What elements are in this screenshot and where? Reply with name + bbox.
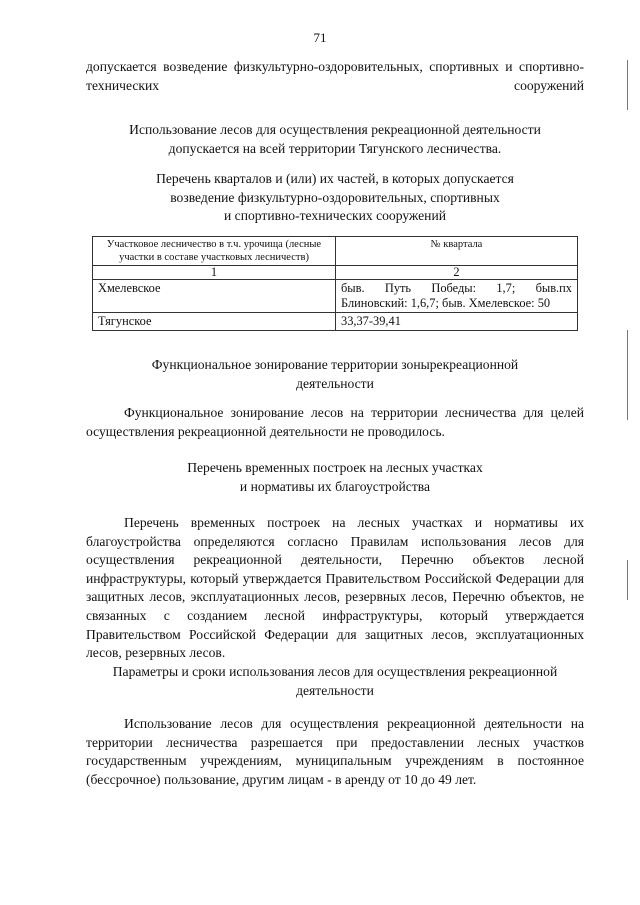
- recreation-use-statement: [86, 121, 584, 158]
- temp-buildings-heading-line-2: и нормативы их благоустройства: [239, 478, 431, 494]
- header-forestry: Участковое лесничество в т.ч. урочища (лесные участки в составе участковых лесничеств): [93, 237, 336, 266]
- header-quarter-number: № квартала: [336, 237, 578, 266]
- table-row: [93, 313, 578, 331]
- table-header-row: [93, 237, 578, 266]
- recreation-use-line-2: допускается на всей территории Тягунского лесничества.: [168, 140, 502, 156]
- scan-margin-line: [627, 560, 628, 600]
- quarters-heading-line-3: и спортивно-технических сооружений: [223, 208, 447, 224]
- column-number-2: 2: [336, 266, 578, 280]
- params-text: Использование лесов для осуществления рекреационной деятельности на территории лесничества разрешается при предоставлении лесных участков государственным учреждениям, муниципальным учреждениям в постоянное (бессрочное) пользование, другим лицам - в аренду от 10 до 49 лет.: [86, 716, 584, 787]
- quarters-table: [92, 236, 578, 331]
- forestry-cell: Тягунское: [93, 313, 336, 331]
- recreation-use-line-1: Использование лесов для осуществления рекреационной деятельности: [129, 122, 541, 137]
- quarters-cell: быв. Путь Победы: 1,7; быв.пх Блиновский: 1,6,7; быв. Хмелевское: 50: [336, 280, 578, 313]
- zoning-heading: Функциональное зонирование территории зонырекреационной деятельности: [151, 357, 519, 391]
- intro-paragraph: допускается возведение физкультурно-оздоровительных, спортивных и спортивно-технических сооружений: [86, 59, 584, 93]
- scan-margin-line: [627, 330, 628, 420]
- quarters-heading: [86, 170, 584, 226]
- temp-buildings-text: Перечень временных построек на лесных участках и нормативы их благоустройства определяются согласно Правилам использования лесов для осуществления рекреационной деятельности, Перечню объектов лесной инфраструктуры, который утверждается Правительством Российской Федерации для защитных лесов, эксплуатационных лесов, резервных лесов, Перечню объектов, не связанных с созданием лесной инфраструктуры, который утверждается Правительством Российской Федерации для защитных лесов, эксплуатационных лесов, резервных лесов.: [86, 515, 584, 661]
- page-number: 71: [313, 30, 327, 45]
- table-column-numbers-row: [93, 266, 578, 280]
- column-number-1: 1: [93, 266, 336, 280]
- quarters-heading-line-2: возведение физкультурно-оздоровительных, спортивных: [170, 189, 500, 205]
- forestry-cell: Хмелевское: [93, 280, 336, 313]
- temp-buildings-heading-line-1: Перечень временных построек на лесных участках: [187, 460, 483, 475]
- temp-buildings-heading: [86, 459, 584, 496]
- table-row: [93, 280, 578, 313]
- params-heading: Параметры и сроки использования лесов для осуществления рекреационной деятельности: [112, 664, 558, 698]
- quarters-cell: 33,37-39,41: [336, 313, 578, 331]
- scan-margin-line: [627, 60, 628, 110]
- quarters-heading-line-1: Перечень кварталов и (или) их частей, в которых допускается: [156, 171, 514, 186]
- zoning-text: Функциональное зонирование лесов на территории лесничества для целей осуществления рекреационной деятельности не проводилось.: [86, 405, 584, 439]
